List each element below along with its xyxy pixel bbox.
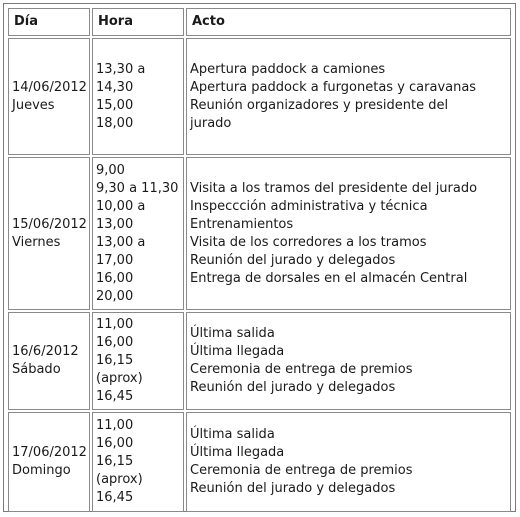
hora-line: 16,15 (96, 454, 134, 469)
day-cell (8, 157, 90, 310)
schedule-table-frame (3, 3, 516, 512)
hora-line: 14,30 (96, 79, 134, 95)
acto-line: jurado (190, 115, 232, 131)
day-weekday: Sábado (12, 362, 61, 377)
hora-line: 9,00 (96, 162, 125, 178)
acto-line: Entrega de dorsales en el almacén Central (190, 270, 468, 286)
acto-line: Ceremonia de entrega de premios (190, 463, 413, 478)
acto-line: Apertura paddock a camiones (190, 61, 386, 77)
hora-line: 13,00 (96, 216, 134, 232)
acto-line: Inspeccción administrativa y técnica (190, 198, 428, 214)
day-weekday: Domingo (12, 463, 71, 478)
day-date: 17/06/2012 (12, 445, 87, 460)
hora-line: 16,45 (96, 389, 134, 404)
hora-cell (92, 312, 184, 410)
day-date: 15/06/2012 (12, 216, 87, 232)
hora-cell (92, 38, 184, 155)
hora-line: (aprox) (96, 472, 143, 487)
day-weekday: Viernes (12, 234, 61, 250)
hora-line: 16,00 (96, 335, 134, 350)
acto-line: Reunión organizadores y presidente del (190, 97, 449, 113)
acto-cell (186, 412, 511, 512)
acto-line: Última llegada (190, 344, 285, 359)
hora-line: (aprox) (96, 371, 143, 386)
header-hora: Hora (92, 8, 184, 36)
day-date: 16/6/2012 (12, 344, 79, 359)
hora-line: 16,00 (96, 436, 134, 451)
acto-cell (186, 38, 511, 155)
table-row (8, 38, 511, 155)
acto-line: Última salida (190, 326, 275, 341)
hora-cell (92, 157, 184, 310)
acto-line: Reunión del jurado y delegados (190, 380, 396, 395)
hora-line: 20,00 (96, 288, 134, 304)
header-acto: Acto (186, 8, 511, 36)
hora-line: 13,30 a (96, 61, 146, 77)
hora-line: 10,00 a (96, 198, 146, 214)
hora-line: 17,00 (96, 252, 134, 268)
acto-line: Última llegada (190, 445, 285, 460)
header-dia: Día (8, 8, 90, 36)
hora-line: 18,00 (96, 115, 134, 131)
hora-cell (92, 412, 184, 512)
acto-cell (186, 312, 511, 410)
hora-line: 11,00 (96, 418, 134, 433)
table-row (8, 412, 511, 512)
day-cell (8, 312, 90, 410)
hora-line: 16,00 (96, 270, 134, 286)
acto-line: Apertura paddock a furgonetas y caravanas (190, 79, 477, 95)
header-row (8, 8, 511, 36)
day-date: 14/06/2012 (12, 79, 87, 95)
hora-line: 15,00 (96, 97, 134, 113)
day-weekday: Jueves (12, 97, 55, 113)
hora-line: 9,30 a 11,30 (96, 180, 179, 196)
hora-line: 16,45 (96, 490, 134, 505)
acto-line: Ceremonia de entrega de premios (190, 362, 413, 377)
schedule-table (6, 6, 513, 514)
acto-line: Última salida (190, 427, 275, 442)
hora-line: 13,00 a (96, 234, 146, 250)
acto-line: Reunión del jurado y delegados (190, 252, 396, 268)
acto-line: Entrenamientos (190, 216, 294, 232)
table-row (8, 157, 511, 310)
table-row (8, 312, 511, 410)
day-cell (8, 38, 90, 155)
acto-line: Visita de los corredores a los tramos (190, 234, 427, 250)
hora-line: 11,00 (96, 317, 134, 332)
hora-line: 16,15 (96, 353, 134, 368)
day-cell (8, 412, 90, 512)
acto-line: Reunión del jurado y delegados (190, 481, 396, 496)
acto-line: Visita a los tramos del presidente del jurado (190, 180, 478, 196)
acto-cell (186, 157, 511, 310)
